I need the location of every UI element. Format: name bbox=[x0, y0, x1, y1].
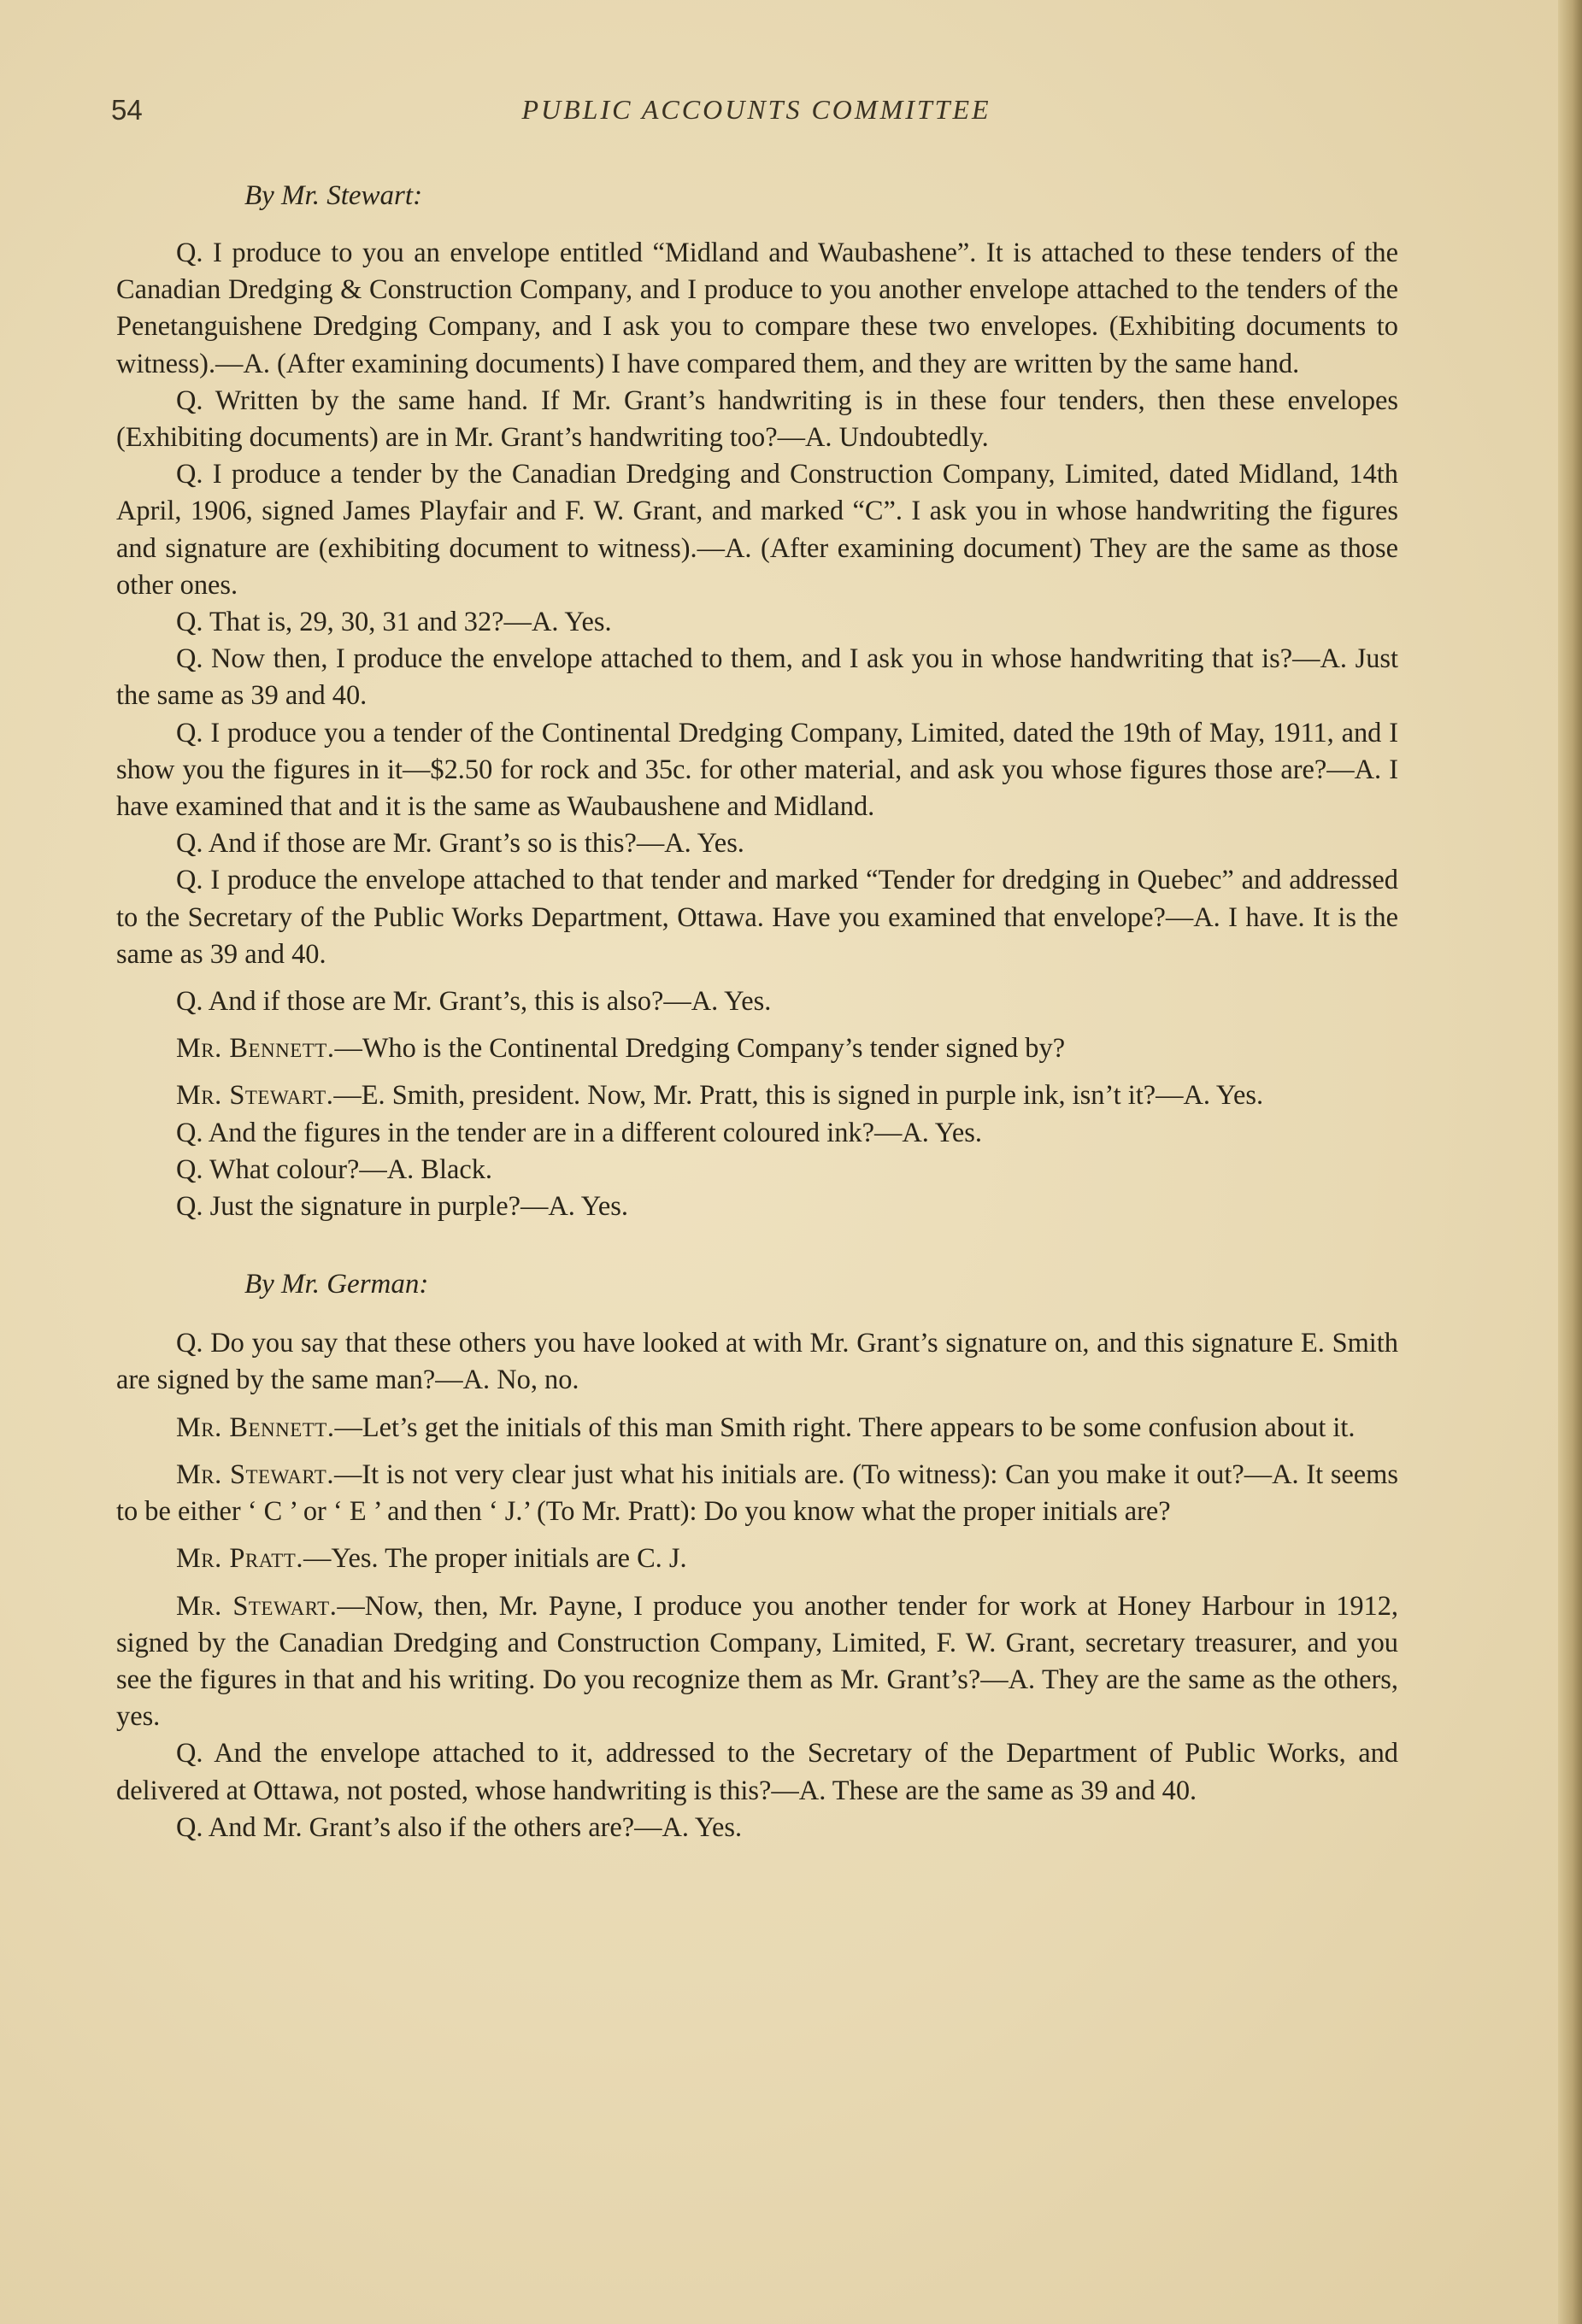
testimony-paragraph bbox=[116, 1115, 1398, 1152]
speaker-name: Mr. Bennett. bbox=[176, 1411, 335, 1443]
paragraph-text: Q. And the figures in the tender are in a different coloured ink?—A. Yes. bbox=[176, 1117, 982, 1148]
paragraph-text: —Yes. The proper initials are C. J. bbox=[303, 1543, 687, 1575]
book-spine-edge bbox=[1558, 0, 1582, 2324]
speaker-name: Mr. Stewart. bbox=[176, 1458, 334, 1490]
paragraph-text: Q. I produce the envelope attached to that tender and marked “Tender for dredging in Quebec” and addressed to the Secretary of the Public Works Department, Ottawa. Have you examined that envelope?—A. I have. It is the same as 39 and 40. bbox=[116, 865, 1398, 970]
speaker-name: Mr. Stewart. bbox=[176, 1590, 338, 1622]
paragraph-text: —Now, then, Mr. Payne, I produce you another tender for work at Honey Harbour in 1912, signed by the Canadian Dredging and Construction Company, Limited, F. W. Grant, secretary treasurer, and you see the figures in that and his writing. Do you recognize them as Mr. Grant’s?—A. They are the same as the others, yes. bbox=[116, 1590, 1398, 1733]
testimony-paragraph bbox=[116, 456, 1398, 604]
paragraph-text: Q. Written by the same hand. If Mr. Grant’s handwriting is in these four tenders, then these envelopes (Exhibiting documents) are in Mr. Grant’s handwriting too?—A. Undoubtedly. bbox=[116, 384, 1398, 454]
testimony-paragraph bbox=[116, 604, 1398, 641]
testimony-paragraph bbox=[116, 1588, 1398, 1736]
running-head: PUBLIC ACCOUNTS COMMITTEE bbox=[521, 94, 991, 125]
paragraph-text: Q. Now then, I produce the envelope attached to them, and I ask you in whose handwriting that is?—A. Just the same as 39 and 40. bbox=[116, 643, 1398, 712]
paragraph-text: Q. And the envelope attached to it, addressed to the Secretary of the Department of Public Works, and delivered at Ottawa, not posted, whose handwriting is this?—A. These are the same as 39 and 40. bbox=[116, 1738, 1398, 1806]
section-heading: By Mr. Stewart: bbox=[244, 180, 423, 211]
testimony-paragraph bbox=[116, 862, 1398, 973]
testimony-paragraph bbox=[116, 1188, 1398, 1225]
page-number: 54 bbox=[111, 94, 143, 126]
testimony-paragraph bbox=[116, 1077, 1398, 1114]
paragraph-text: —It is not very clear just what his initials are. (To witness): Can you make it out?—A. It seems to be either ‘ C ’ or ‘ E ’ and then ‘ J.’ (To Mr. Pratt): Do you know what the proper initials are? bbox=[116, 1458, 1398, 1528]
paragraph-text: Q. Do you say that these others you have looked at with Mr. Grant’s signature on, and this signature E. Smith are signed by the same man?—A. No, no. bbox=[116, 1328, 1398, 1396]
testimony-paragraph bbox=[116, 1735, 1398, 1809]
testimony-paragraph bbox=[116, 1541, 1398, 1577]
page-body bbox=[116, 178, 1398, 1846]
paragraph-text: Q. Just the signature in purple?—A. Yes. bbox=[176, 1191, 629, 1223]
paragraph-text: —E. Smith, president. Now, Mr. Pratt, this is signed in purple ink, isn’t it?—A. Yes. bbox=[333, 1080, 1264, 1112]
testimony-paragraph bbox=[116, 1410, 1398, 1447]
paragraph-text: Q. I produce you a tender of the Continental Dredging Company, Limited, dated the 19th of May, 1911, and I show you the figures in it—$2.50 for rock and 35c. for other material, and ask you whose figures those are?—A. I have examined that and it is the same as Waubaushene and Midland. bbox=[116, 717, 1398, 823]
testimony-paragraph bbox=[116, 1030, 1398, 1067]
testimony-paragraph bbox=[116, 1457, 1398, 1530]
section-heading: By Mr. German: bbox=[244, 1269, 429, 1300]
page-header bbox=[111, 94, 1402, 137]
paragraph-text: Q. I produce to you an envelope entitled “Midland and Waubashene”. It is attached to these tenders of the Canadian Dredging & Construction Company, and I produce to you another envelope attached to the tenders of the Penetanguishene Dredging Company, and I ask you to compare these two envelopes. (Exhibiting documents to witness).—A. (After examining documents) I have compared them, and they are written by the same hand. bbox=[116, 238, 1398, 379]
paragraph-text: Q. That is, 29, 30, 31 and 32?—A. Yes. bbox=[176, 607, 612, 638]
testimony-paragraph bbox=[116, 1810, 1398, 1846]
paragraph-text: Q. And Mr. Grant’s also if the others are?—A. Yes. bbox=[176, 1811, 743, 1843]
testimony-paragraph bbox=[116, 983, 1398, 1020]
paragraph-text: Q. And if those are Mr. Grant’s so is this?—A. Yes. bbox=[176, 828, 744, 860]
speaker-name: Mr. Stewart. bbox=[176, 1080, 334, 1112]
testimony-paragraph bbox=[116, 1152, 1398, 1188]
paragraph-text: —Let’s get the initials of this man Smith right. There appears to be some confusion about it. bbox=[334, 1411, 1356, 1443]
paragraph-text: Q. And if those are Mr. Grant’s, this is also?—A. Yes. bbox=[176, 986, 772, 1018]
paragraph-text: Q. What colour?—A. Black. bbox=[176, 1153, 492, 1185]
speaker-name: Mr. Bennett. bbox=[176, 1033, 335, 1065]
testimony-paragraph bbox=[116, 641, 1398, 714]
testimony-paragraph bbox=[116, 825, 1398, 862]
speaker-name: Mr. Pratt. bbox=[176, 1543, 303, 1575]
paragraph-text: —Who is the Continental Dredging Company’s tender signed by? bbox=[334, 1033, 1066, 1065]
paragraph-text: Q. I produce a tender by the Canadian Dredging and Construction Company, Limited, dated Midland, 14th April, 1906, signed James Playfair and F. W. Grant, and marked “C”. I ask you in whose handwriting the figures and signature are (exhibiting document to witness).—A. (After examining document) They are the same as those other ones. bbox=[116, 459, 1398, 601]
testimony-paragraph bbox=[116, 383, 1398, 456]
testimony-paragraph bbox=[116, 235, 1398, 383]
testimony-paragraph bbox=[116, 715, 1398, 826]
testimony-paragraph bbox=[116, 1325, 1398, 1399]
